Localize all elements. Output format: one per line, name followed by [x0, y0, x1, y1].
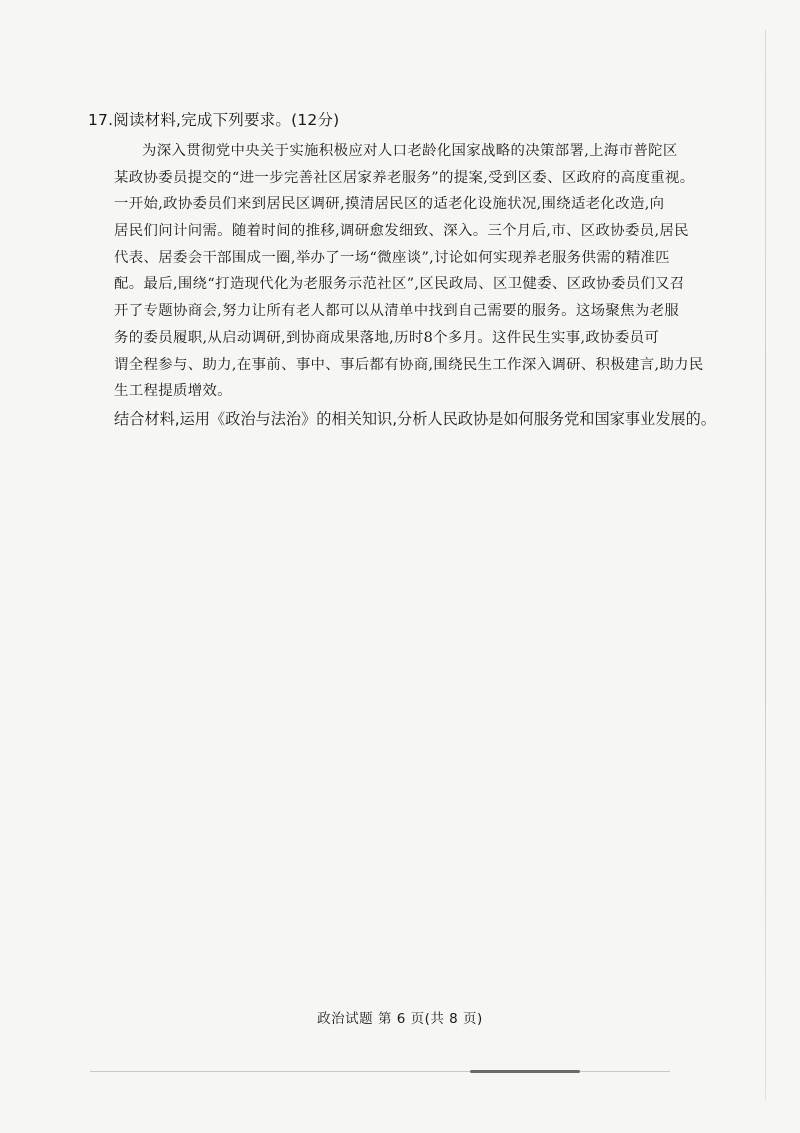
material-line: 开了专题协商会,努力让所有老人都可以从清单中找到自己需要的服务。这场聚焦为老服 — [114, 303, 680, 320]
question-title: 17.阅读材料,完成下列要求。(12分) — [88, 111, 340, 129]
material-line: 居民们问计问需。随着时间的推移,调研愈发细致、深入。三个月后,市、区政协委员,居民 — [114, 223, 689, 240]
question-17 — [88, 108, 728, 431]
material-line: 务的委员履职,从启动调研,到协商成果落地,历时8个多月。这件民生实事,政协委员可 — [114, 329, 660, 346]
material-line: 配。最后,围绕“打造现代化为老服务示范社区”,区民政局、区卫健委、区政协委员们又召 — [114, 276, 685, 293]
material-line: 一开始,政协委员们来到居民区调研,摸清居民区的适老化设施状况,围绕适老化改造,向 — [114, 196, 665, 213]
bottom-rule — [90, 1071, 670, 1072]
material-line: 生工程提质增效。 — [114, 383, 232, 400]
material-line: 为深入贯彻党中央关于实施积极应对人口老龄化国家战略的决策部署,上海市普陀区 — [142, 143, 678, 159]
material-passage — [88, 138, 724, 405]
scan-edge-line — [765, 30, 766, 1100]
material-line: 谓全程参与、助力,在事前、事中、事后都有协商,围绕民生工作深入调研、积极建言,助力民 — [114, 356, 704, 373]
page-footer: 政治试题 第 6 页(共 8 页) — [317, 1011, 483, 1027]
bottom-rule-mark — [470, 1070, 580, 1073]
question-prompt: 结合材料,运用《政治与法治》的相关知识,分析人民政协是如何服务党和国家事业发展的。 — [114, 409, 716, 428]
material-line: 代表、居委会干部围成一圈,举办了一场“微座谈”,讨论如何实现养老服务供需的精准匹 — [114, 249, 670, 266]
material-line: 某政协委员提交的“进一步完善社区居家养老服务”的提案,受到区委、区政府的高度重视。 — [114, 169, 695, 186]
